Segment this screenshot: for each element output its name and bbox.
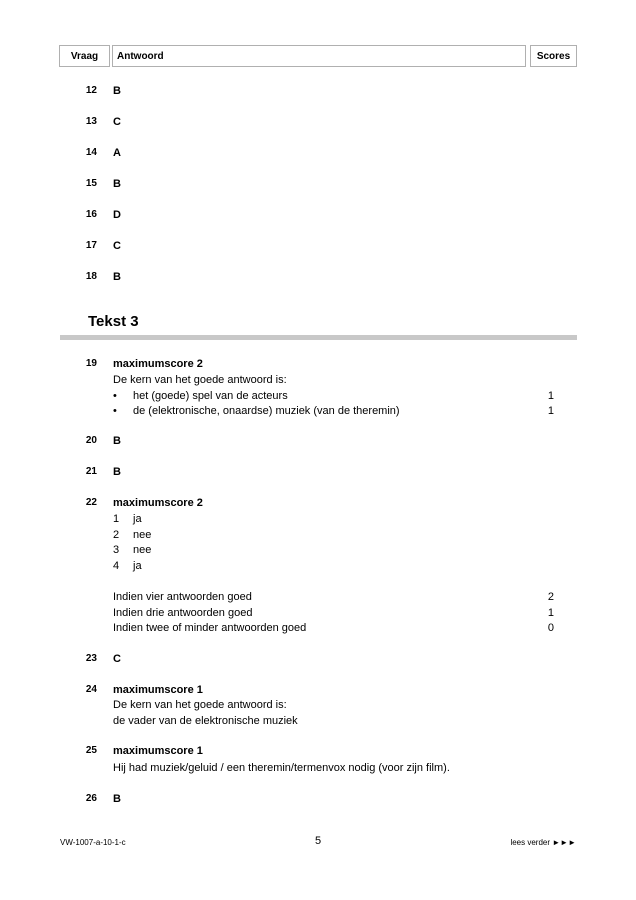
- list-number: 3: [113, 544, 120, 556]
- section-title: Tekst 3: [88, 313, 139, 330]
- score-value: 1: [547, 607, 554, 619]
- question-number: 13: [85, 116, 97, 127]
- answer: C: [113, 116, 121, 128]
- list-number: 4: [113, 560, 120, 572]
- question-row-13: [0, 114, 636, 130]
- list-text: ja: [133, 513, 142, 525]
- scoring-rule: [0, 620, 636, 636]
- question-number: 24: [85, 684, 97, 695]
- score-value: 1: [547, 390, 554, 402]
- question-number: 21: [85, 466, 97, 477]
- question-number: 14: [85, 147, 97, 158]
- answer: B: [113, 466, 121, 478]
- answer: B: [113, 435, 121, 447]
- list-number: 1: [113, 513, 120, 525]
- scoring-item: [0, 388, 636, 404]
- question-number: 15: [85, 178, 97, 189]
- scoring-text: Indien vier antwoorden goed: [113, 591, 252, 603]
- max-score-heading: maximumscore 2: [113, 358, 203, 370]
- list-text: ja: [133, 560, 142, 572]
- answer-intro: [0, 372, 636, 388]
- answer-line: [0, 760, 636, 776]
- question-row-14: [0, 145, 636, 161]
- answer-text: De kern van het goede antwoord is:: [113, 374, 287, 386]
- question-number: 22: [85, 497, 97, 508]
- question-row-21: [0, 464, 636, 480]
- score-value: 0: [547, 622, 554, 634]
- question-row-16: [0, 207, 636, 223]
- section-divider: [60, 335, 577, 340]
- question-row-15: [0, 176, 636, 192]
- answer: C: [113, 653, 121, 665]
- footer-continue: lees verder ►►►: [510, 838, 576, 847]
- question-row-18: [0, 269, 636, 285]
- question-number: 19: [85, 358, 97, 369]
- answer-text: De kern van het goede antwoord is:: [113, 699, 287, 711]
- answer: D: [113, 209, 121, 221]
- max-score-heading: maximumscore 1: [113, 684, 203, 696]
- list-item: [0, 558, 636, 574]
- question-row-25: [0, 743, 636, 759]
- header-scores: Scores: [530, 45, 577, 67]
- scoring-text: de (elektronische, onaardse) muziek (van de theremin): [133, 405, 400, 417]
- list-item: [0, 542, 636, 558]
- question-row-17: [0, 238, 636, 254]
- page-number: 5: [314, 835, 322, 847]
- scoring-rule: [0, 589, 636, 605]
- answer-text: de vader van de elektronische muziek: [113, 715, 298, 727]
- list-item: [0, 511, 636, 527]
- question-row-12: [0, 83, 636, 99]
- bullet: •: [113, 405, 117, 417]
- answer: B: [113, 793, 121, 805]
- max-score-heading: maximumscore 2: [113, 497, 203, 509]
- header-antwoord: Antwoord: [112, 45, 526, 67]
- answer: A: [113, 147, 121, 159]
- scoring-item: [0, 403, 636, 419]
- question-number: 23: [85, 653, 97, 664]
- question-number: 20: [85, 435, 97, 446]
- scoring-rule: [0, 605, 636, 621]
- list-text: nee: [133, 529, 152, 541]
- question-row-20: [0, 433, 636, 449]
- question-row-19: [0, 356, 636, 372]
- question-number: 17: [85, 240, 97, 251]
- answer: B: [113, 85, 121, 97]
- header-vraag: Vraag: [59, 45, 110, 67]
- answer-line: [0, 713, 636, 729]
- list-text: nee: [133, 544, 152, 556]
- question-row-26: [0, 791, 636, 807]
- bullet: •: [113, 390, 117, 402]
- score-value: 1: [547, 405, 554, 417]
- scoring-text: het (goede) spel van de acteurs: [133, 390, 288, 402]
- max-score-heading: maximumscore 1: [113, 745, 203, 757]
- footer-code: VW-1007-a-10-1-c: [60, 838, 126, 847]
- answer: C: [113, 240, 121, 252]
- question-number: 18: [85, 271, 97, 282]
- question-row-22: [0, 495, 636, 511]
- question-number: 26: [85, 793, 97, 804]
- answer: B: [113, 178, 121, 190]
- answer-line: [0, 697, 636, 713]
- answer: B: [113, 271, 121, 283]
- question-row-24: [0, 682, 636, 698]
- question-row-23: [0, 651, 636, 667]
- list-item: [0, 527, 636, 543]
- question-number: 16: [85, 209, 97, 220]
- scoring-text: Indien twee of minder antwoorden goed: [113, 622, 307, 634]
- question-number: 25: [85, 745, 97, 756]
- scoring-text: Indien drie antwoorden goed: [113, 607, 253, 619]
- list-number: 2: [113, 529, 120, 541]
- answer-text: Hij had muziek/geluid / een theremin/termenvox nodig (voor zijn film).: [113, 762, 450, 774]
- question-number: 12: [85, 85, 97, 96]
- score-value: 2: [547, 591, 554, 603]
